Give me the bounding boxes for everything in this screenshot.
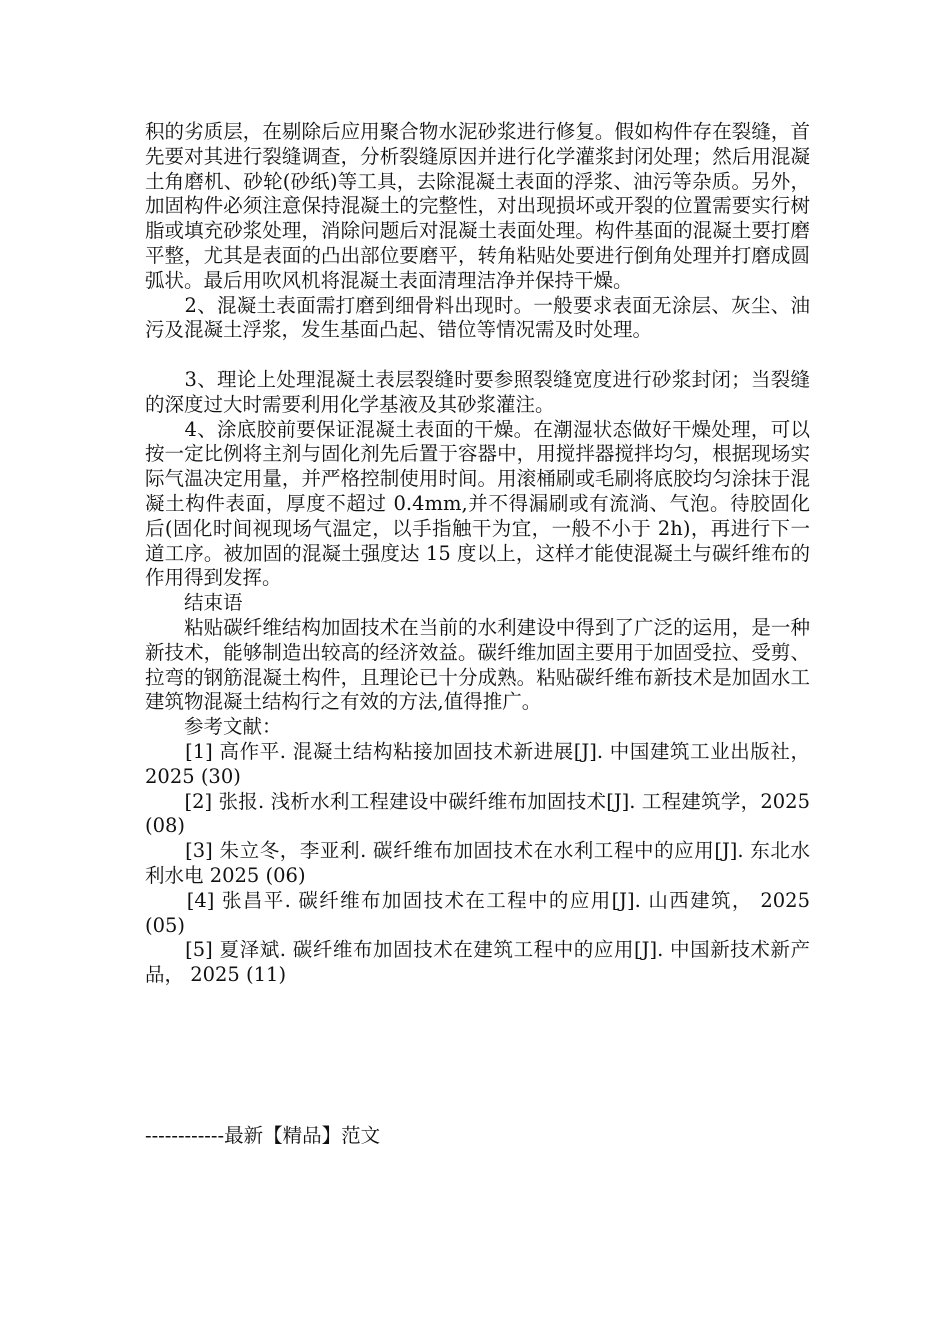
- paragraph-step-4: 4、涂底胶前要保证混凝土表面的干燥。在潮湿状态做好干燥处理，可以按一定比例将主剂与固化剂先后置于容器中，用搅拌器搅拌均匀，根据现场实际气温决定用量，并严格控制使用时间。用滚桶刷或毛刷将底胶均匀涂抹于混凝土构件表面，厚度不超过 0.4mm,并不得漏刷或有流淌、气泡。待胶固化后(固化时间视现场气温定，以手指触干为宜，一般不小于 2h)，再进行下一道工序。被加固的混凝土强度达 15 度以上，这样才能使混凝土与碳纤维布的作用得到发挥。: [145, 417, 810, 590]
- reference-item: [1] 高作平. 混凝土结构粘接加固技术新进展[J]. 中国建筑工业出版社，2025 (30): [145, 739, 810, 788]
- blank-line: [145, 343, 810, 368]
- references-heading: 参考文献：: [145, 715, 282, 739]
- document-body: [145, 120, 817, 988]
- paragraph-step-3: 3、理论上处理混凝土表层裂缝时要参照裂缝宽度进行砂浆封闭；当裂缝的深度过大时需要利用化学基液及其砂浆灌注。: [145, 367, 810, 416]
- reference-item: [5] 夏泽斌. 碳纤维布加固技术在建筑工程中的应用[J]. 中国新技术新产品， 2025 (11): [145, 938, 810, 987]
- paragraph-step-2: 2、混凝土表面需打磨到细骨料出现时。一般要求表面无涂层、灰尘、油污及混凝土浮浆，发生基面凸起、错位等情况需及时处理。: [145, 293, 810, 342]
- reference-item: [2] 张报. 浅析水利工程建设中碳纤维布加固技术[J]. 工程建筑学，2025 (08): [145, 789, 817, 838]
- reference-item: [3] 朱立冬，李亚利. 碳纤维布加固技术在水利工程中的应用[J]. 东北水利水电 2025 (06): [145, 839, 810, 887]
- reference-item: [4] 张昌平. 碳纤维布加固技术在工程中的应用[J]. 山西建筑， 2025 (05): [145, 888, 817, 937]
- page-footer: ------------最新【精品】范文: [145, 1124, 381, 1147]
- paragraph-surface-treatment: 积的劣质层，在剔除后应用聚合物水泥砂浆进行修复。假如构件存在裂缝，首先要对其进行裂缝调查，分析裂缝原因并进行化学灌浆封闭处理；然后用混凝土角磨机、砂轮(砂纸)等工具，去除混凝土表面的浮浆、油污等杂质。另外，加固构件必须注意保持混凝土的完整性，对出现损坏或开裂的位置需要实行树脂或填充砂浆处理，消除问题后对混凝土表面处理。构件基面的混凝土要打磨平整，尤其是表面的凸出部位要磨平，转角粘贴处要进行倒角处理并打磨成圆弧状。最后用吹风机将混凝土表面清理洁净并保持干燥。: [145, 120, 810, 292]
- paragraph-conclusion: 粘贴碳纤维结构加固技术在当前的水利建设中得到了广泛的运用，是一种新技术，能够制造出较高的经济效益。碳纤维加固主要用于加固受拉、受剪、拉弯的钢筋混凝土构件，且理论已十分成熟。粘贴碳纤维布新技术是加固水工建筑物混凝土结构行之有效的方法,值得推广。: [145, 615, 810, 714]
- conclusion-heading: 结束语: [145, 591, 243, 615]
